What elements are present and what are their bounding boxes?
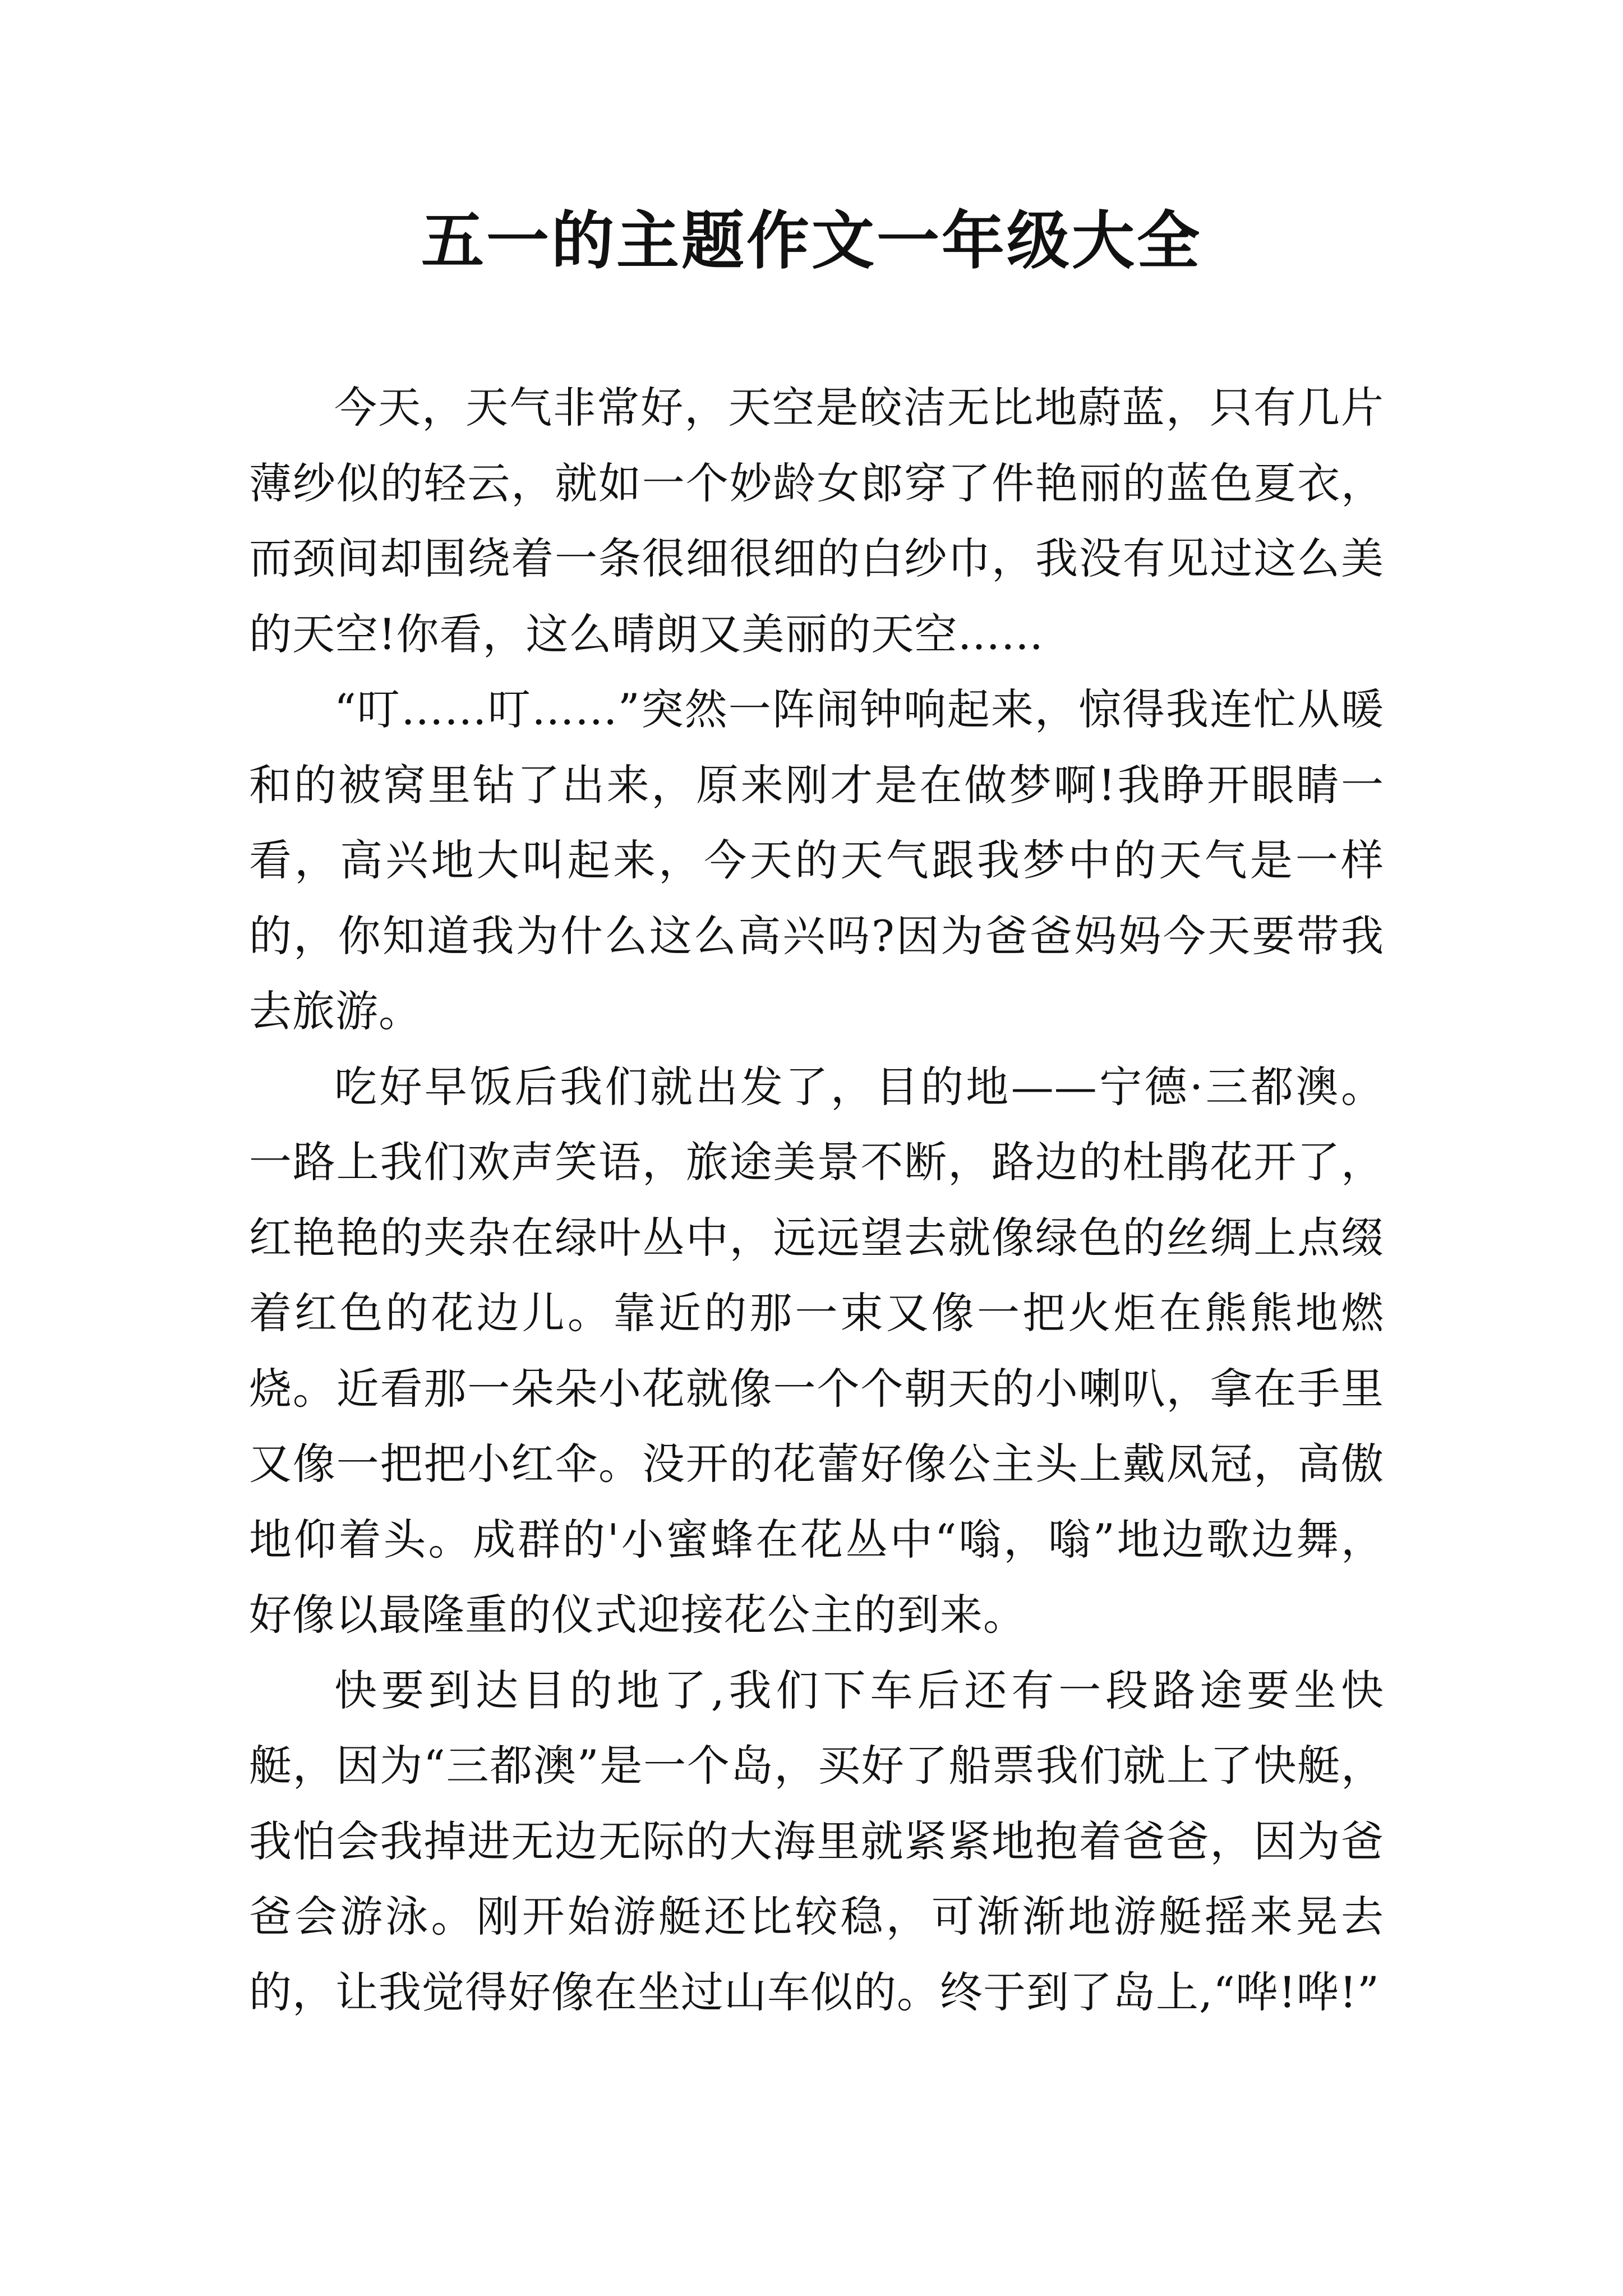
paragraph: “叮……叮……”突然一阵闹钟响起来，惊得我连忙从暖和的被窝里钻了出来，原来刚才是在做梦啊!我睁开眼睛一看，高兴地大叫起来，今天的天气跟我梦中的天气是一样的，你知道我为什么这么高兴吗?因为爸爸妈妈今天要带我去旅游。 [249,684,1384,1036]
page-title: 五一的主题作文一年级大全 [421,204,1202,278]
paragraph: 今天，天气非常好，天空是皎洁无比地蔚蓝，只有几片薄纱似的轻云，就如一个妙龄女郎穿了件艳丽的蓝色夏衣，而颈间却围绕着一条很细很细的白纱巾，我没有见过这么美的天空!你看，这么晴朗又美丽的天空…… [249,383,1384,659]
essay-body [249,370,1384,2030]
paragraph: 快要到达目的地了,我们下车后还有一段路途要坐快艇，因为“三都澳”是一个岛，买好了船票我们就上了快艇，我怕会我掉进无边无际的大海里就紧紧地抱着爸爸，因为爸爸会游泳。刚开始游艇还比较稳，可渐渐地游艇摇来晃去的，让我觉得好像在坐过山车似的。终于到了岛上,“哗!哗!” [249,1665,1384,2017]
paragraph: 吃好早饭后我们就出发了，目的地——宁德·三都澳。一路上我们欢声笑语，旅途美景不断，路边的杜鹃花开了，红艳艳的夹杂在绿叶丛中，远远望去就像绿色的丝绸上点缀着红色的花边儿。靠近的那一束又像一把火炬在熊熊地燃烧。近看那一朵朵小花就像一个个朝天的小喇叭，拿在手里又像一把把小红伞。没开的花蕾好像公主头上戴凤冠，高傲地仰着头。成群的'小蜜蜂在花丛中“嗡，嗡”地边歌边舞，好像以最隆重的仪式迎接花公主的到来。 [249,1061,1384,1640]
